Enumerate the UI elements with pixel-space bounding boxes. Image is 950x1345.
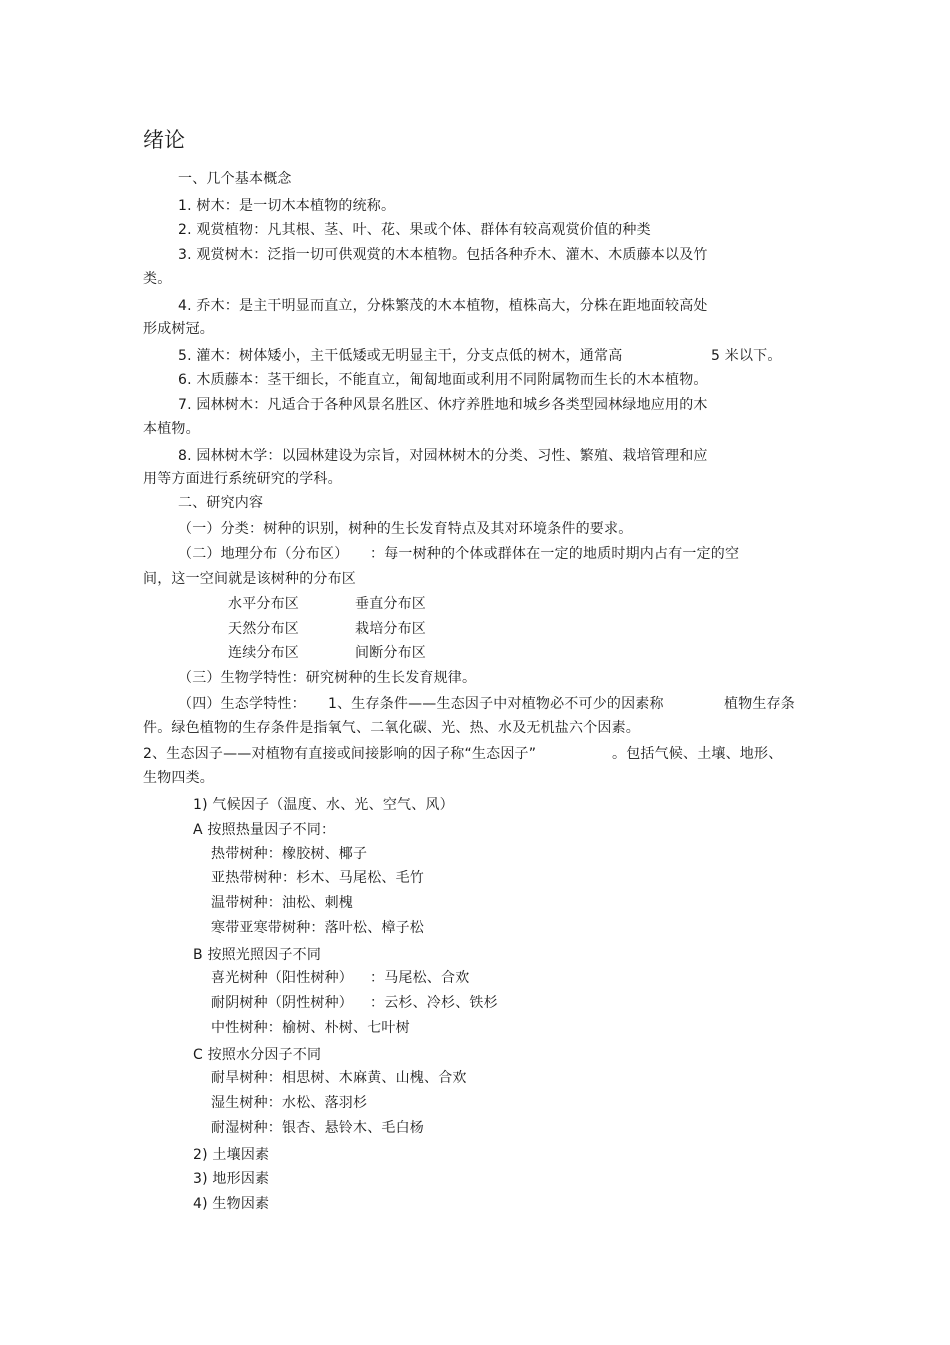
list-item: 2) 土壤因素 <box>193 1147 270 1163</box>
list-item: C 按照水分因子不同 <box>193 1047 322 1063</box>
text-line: （三）生物学特性：研究树种的生长发育规律。 <box>178 670 477 686</box>
text-line: 2、生态因子——对植物有直接或间接影响的因子称“生态因子” <box>143 746 537 762</box>
text-line: 4. 乔木：是主干明显而直立，分株繁茂的木本植物，植株高大，分株在距地面较高处 <box>178 298 708 314</box>
list-item: 亚热带树种：杉木、马尾松、毛竹 <box>211 870 424 886</box>
text-line: 5 米以下。 <box>711 348 782 364</box>
text-line: 7. 园林树木：凡适合于各种风景名胜区、休疗养胜地和城乡各类型园林绿地应用的木 <box>178 397 708 413</box>
text-line: 8. 园林树木学：以园林建设为宗旨，对园林树木的分类、习性、繁殖、栽培管理和应 <box>178 448 708 464</box>
text-line: 6. 木质藤本：茎干细长，不能直立，匍匐地面或利用不同附属物而生长的木本植物。 <box>178 372 708 388</box>
text-line: （一）分类：树种的识别，树种的生长发育特点及其对环境条件的要求。 <box>178 521 633 537</box>
text-line: 件。绿色植物的生存条件是指氧气、二氧化碳、光、热、水及无机盐六个因素。 <box>143 720 640 736</box>
list-item: 湿生树种：水松、落羽杉 <box>211 1095 368 1111</box>
list-item: 3) 地形因素 <box>193 1171 270 1187</box>
list-item: 中性树种：榆树、朴树、七叶树 <box>211 1020 410 1036</box>
list-item: B 按照光照因子不同 <box>193 947 322 963</box>
list-item: 寒带亚寒带树种：落叶松、樟子松 <box>211 920 424 936</box>
list-item: ：马尾松、合欢 <box>370 970 470 986</box>
distribution-term: 连续分布区 <box>228 645 299 661</box>
text-line: （二）地理分布（分布区） <box>178 546 349 562</box>
text-line: 3. 观赏树木：泛指一切可供观赏的木本植物。包括各种乔木、灌木、木质藤本以及竹 <box>178 247 708 263</box>
list-item: A 按照热量因子不同： <box>193 822 336 838</box>
text-line: 。包括气候、土壤、地形、 <box>612 746 783 762</box>
text-line: 间，这一空间就是该树种的分布区 <box>143 571 356 587</box>
list-item: 1) 气候因子（温度、水、光、空气、风） <box>193 797 454 813</box>
distribution-term: 间断分布区 <box>355 645 426 661</box>
text-line: 2. 观赏植物：凡其根、茎、叶、花、果或个体、群体有较高观赏价值的种类 <box>178 222 651 238</box>
section-heading-basic-concepts: 一、几个基本概念 <box>178 171 292 187</box>
list-item: 耐湿树种：银杏、悬铃木、毛白杨 <box>211 1120 424 1136</box>
page-title: 绪论 <box>143 128 185 152</box>
distribution-term: 水平分布区 <box>228 596 299 612</box>
text-line: 类。 <box>143 271 172 287</box>
list-item: ：云杉、冷杉、铁杉 <box>370 995 498 1011</box>
text-line: 生物四类。 <box>143 770 214 786</box>
distribution-term: 栽培分布区 <box>355 621 426 637</box>
list-item: 温带树种：油松、刺槐 <box>211 895 353 911</box>
text-line: 本植物。 <box>143 421 200 437</box>
distribution-term: 天然分布区 <box>228 621 299 637</box>
text-line: 植物生存条 <box>724 696 795 712</box>
list-item: 耐阴树种（阴性树种） <box>211 995 353 1011</box>
text-line: 用等方面进行系统研究的学科。 <box>143 471 342 487</box>
section-heading-research-content: 二、研究内容 <box>178 495 264 511</box>
text-line: （四）生态学特性： <box>178 696 306 712</box>
text-line: ：每一树种的个体或群体在一定的地质时期内占有一定的空 <box>370 546 740 562</box>
list-item: 耐旱树种：相思树、木麻黄、山槐、合欢 <box>211 1070 467 1086</box>
text-line: 1. 树木：是一切木本植物的统称。 <box>178 198 396 214</box>
distribution-term: 垂直分布区 <box>355 596 426 612</box>
text-line: 5. 灌木：树体矮小，主干低矮或无明显主干，分支点低的树木，通常高 <box>178 348 623 364</box>
list-item: 4) 生物因素 <box>193 1196 270 1212</box>
text-line: 1、生存条件——生态因子中对植物必不可少的因素称 <box>328 696 664 712</box>
list-item: 热带树种：橡胶树、椰子 <box>211 846 368 862</box>
list-item: 喜光树种（阳性树种） <box>211 970 353 986</box>
text-line: 形成树冠。 <box>143 321 214 337</box>
